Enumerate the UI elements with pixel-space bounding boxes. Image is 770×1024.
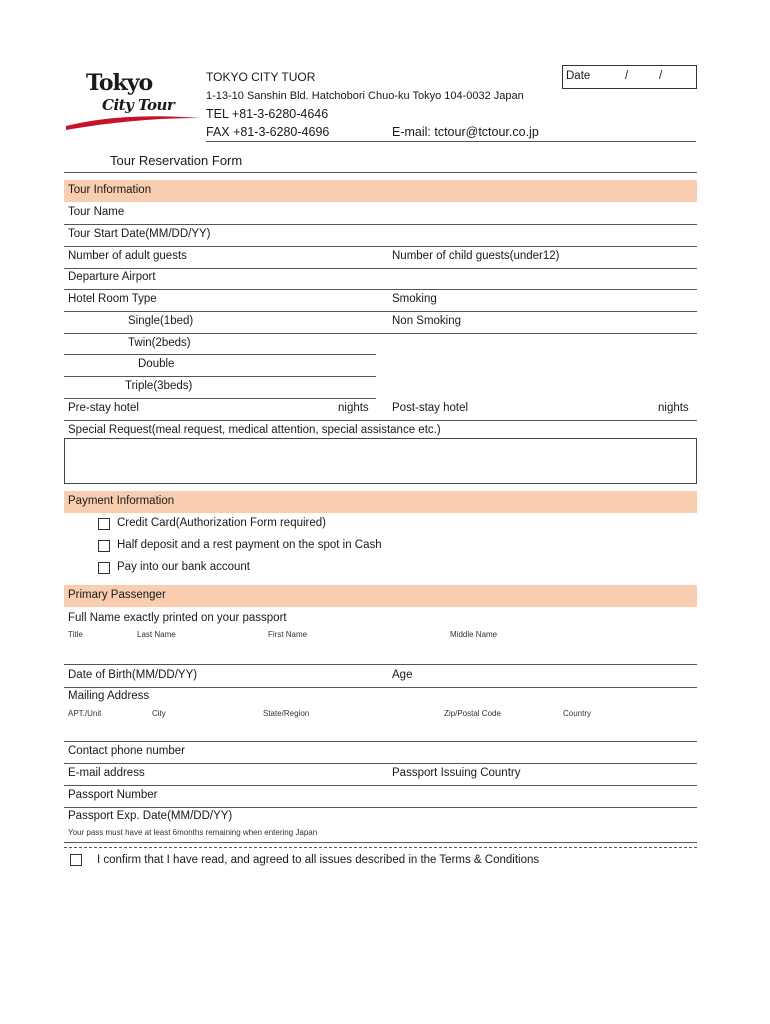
company-tel: TEL +81-3-6280-4646 — [206, 107, 329, 121]
section-heading: Primary Passenger — [68, 589, 166, 601]
special-request-textarea[interactable] — [64, 438, 697, 484]
field-stay-hotels[interactable] — [64, 420, 697, 421]
company-logo — [64, 68, 202, 132]
label-hotel-room-type: Hotel Room Type — [68, 293, 157, 305]
field-passport-number[interactable] — [64, 807, 697, 808]
divider-single — [64, 333, 697, 334]
label-age: Age — [392, 669, 413, 681]
field-guests[interactable] — [64, 268, 697, 269]
date-label: Date — [566, 70, 591, 82]
option-non-smoking[interactable]: Non Smoking — [392, 315, 462, 327]
label-state-region: State/Region — [263, 709, 310, 718]
label-middle-name: Middle Name — [450, 630, 498, 639]
label-smoking: Smoking — [392, 293, 437, 305]
label-first-name: First Name — [268, 630, 308, 639]
label-tour-start-date: Tour Start Date(MM/DD/YY) — [68, 228, 211, 240]
label-credit-card: Credit Card(Authorization Form required) — [117, 517, 326, 529]
field-mailing-address[interactable] — [64, 741, 697, 742]
divider-triple — [64, 398, 376, 399]
label-title: Title — [68, 630, 83, 639]
label-pre-stay-hotel: Pre-stay hotel — [68, 402, 139, 414]
section-payment-information — [64, 491, 697, 513]
logo-text-city-tour: City Tour — [102, 96, 175, 114]
label-passport-number: Passport Number — [68, 789, 158, 801]
field-tour-name[interactable] — [64, 224, 697, 225]
label-contact-phone: Contact phone number — [68, 745, 185, 757]
date-field[interactable] — [562, 65, 697, 89]
label-full-name: Full Name exactly printed on your passport — [68, 612, 287, 624]
room-type-single[interactable]: Single(1bed) — [128, 315, 194, 327]
label-bank-account: Pay into our bank account — [117, 561, 250, 573]
dashed-divider — [64, 847, 697, 848]
label-post-stay-nights: nights — [658, 402, 689, 414]
label-date-of-birth: Date of Birth(MM/DD/YY) — [68, 669, 198, 681]
company-email: E-mail: tctour@tctour.co.jp — [392, 125, 539, 139]
room-type-twin[interactable]: Twin(2beds) — [128, 337, 191, 349]
label-agreement: I confirm that I have read, and agreed to all issues described in the Terms & Conditions — [97, 854, 540, 866]
date-separator-1: / — [625, 70, 629, 82]
divider-double — [64, 376, 376, 377]
field-passport-exp-date[interactable] — [64, 842, 697, 843]
checkbox-credit-card[interactable] — [98, 518, 110, 530]
label-last-name: Last Name — [137, 630, 176, 639]
company-name: TOKYO CITY TUOR — [206, 70, 316, 84]
header-divider — [206, 141, 696, 142]
label-child-guests: Number of child guests(under12) — [392, 250, 560, 262]
divider-twin — [64, 354, 376, 355]
section-tour-information — [64, 180, 697, 202]
label-departure-airport: Departure Airport — [68, 271, 156, 283]
section-primary-passenger — [64, 585, 697, 607]
label-mailing-address: Mailing Address — [68, 690, 150, 702]
label-tour-name: Tour Name — [68, 206, 125, 218]
form-title: Tour Reservation Form — [110, 153, 243, 168]
title-underline — [64, 172, 697, 173]
label-half-deposit: Half deposit and a rest payment on the spot in Cash — [117, 539, 382, 551]
field-dob-age[interactable] — [64, 687, 697, 688]
checkbox-half-deposit[interactable] — [98, 540, 110, 552]
divider-room-type — [64, 311, 697, 312]
label-zip-code: Zip/Postal Code — [444, 709, 501, 718]
label-special-request: Special Request(meal request, medical attention, special assistance etc.) — [68, 424, 441, 436]
label-email-address: E-mail address — [68, 767, 145, 779]
label-post-stay-hotel: Post-stay hotel — [392, 402, 469, 414]
logo-text-tokyo: Tokyo — [86, 70, 153, 96]
company-fax: FAX +81-3-6280-4696 — [206, 125, 330, 139]
field-email-passport-country[interactable] — [64, 785, 697, 786]
label-passport-issuing-country: Passport Issuing Country — [392, 767, 521, 779]
field-tour-start-date[interactable] — [64, 246, 697, 247]
field-full-name[interactable] — [64, 664, 697, 665]
label-city: City — [152, 709, 166, 718]
label-passport-exp-date: Passport Exp. Date(MM/DD/YY) — [68, 810, 233, 822]
field-contact-phone[interactable] — [64, 763, 697, 764]
label-pre-stay-nights: nights — [338, 402, 369, 414]
label-adult-guests: Number of adult guests — [68, 250, 187, 262]
label-country: Country — [563, 709, 592, 718]
room-type-triple[interactable]: Triple(3beds) — [125, 380, 193, 392]
section-heading: Tour Information — [68, 184, 152, 196]
room-type-double[interactable]: Double — [138, 358, 175, 370]
checkbox-bank-account[interactable] — [98, 562, 110, 574]
label-apt-unit: APT./Unit — [68, 709, 102, 718]
checkbox-agreement[interactable] — [70, 854, 82, 866]
company-address: 1-13-10 Sanshin Bld. Hatchobori Chuo-ku Tokyo 104-0032 Japan — [206, 90, 524, 102]
passport-note: Your pass must have at least 6months remaining when entering Japan — [68, 828, 318, 837]
date-separator-2: / — [659, 70, 663, 82]
field-departure-airport[interactable] — [64, 289, 697, 290]
section-heading: Payment Information — [68, 495, 175, 507]
